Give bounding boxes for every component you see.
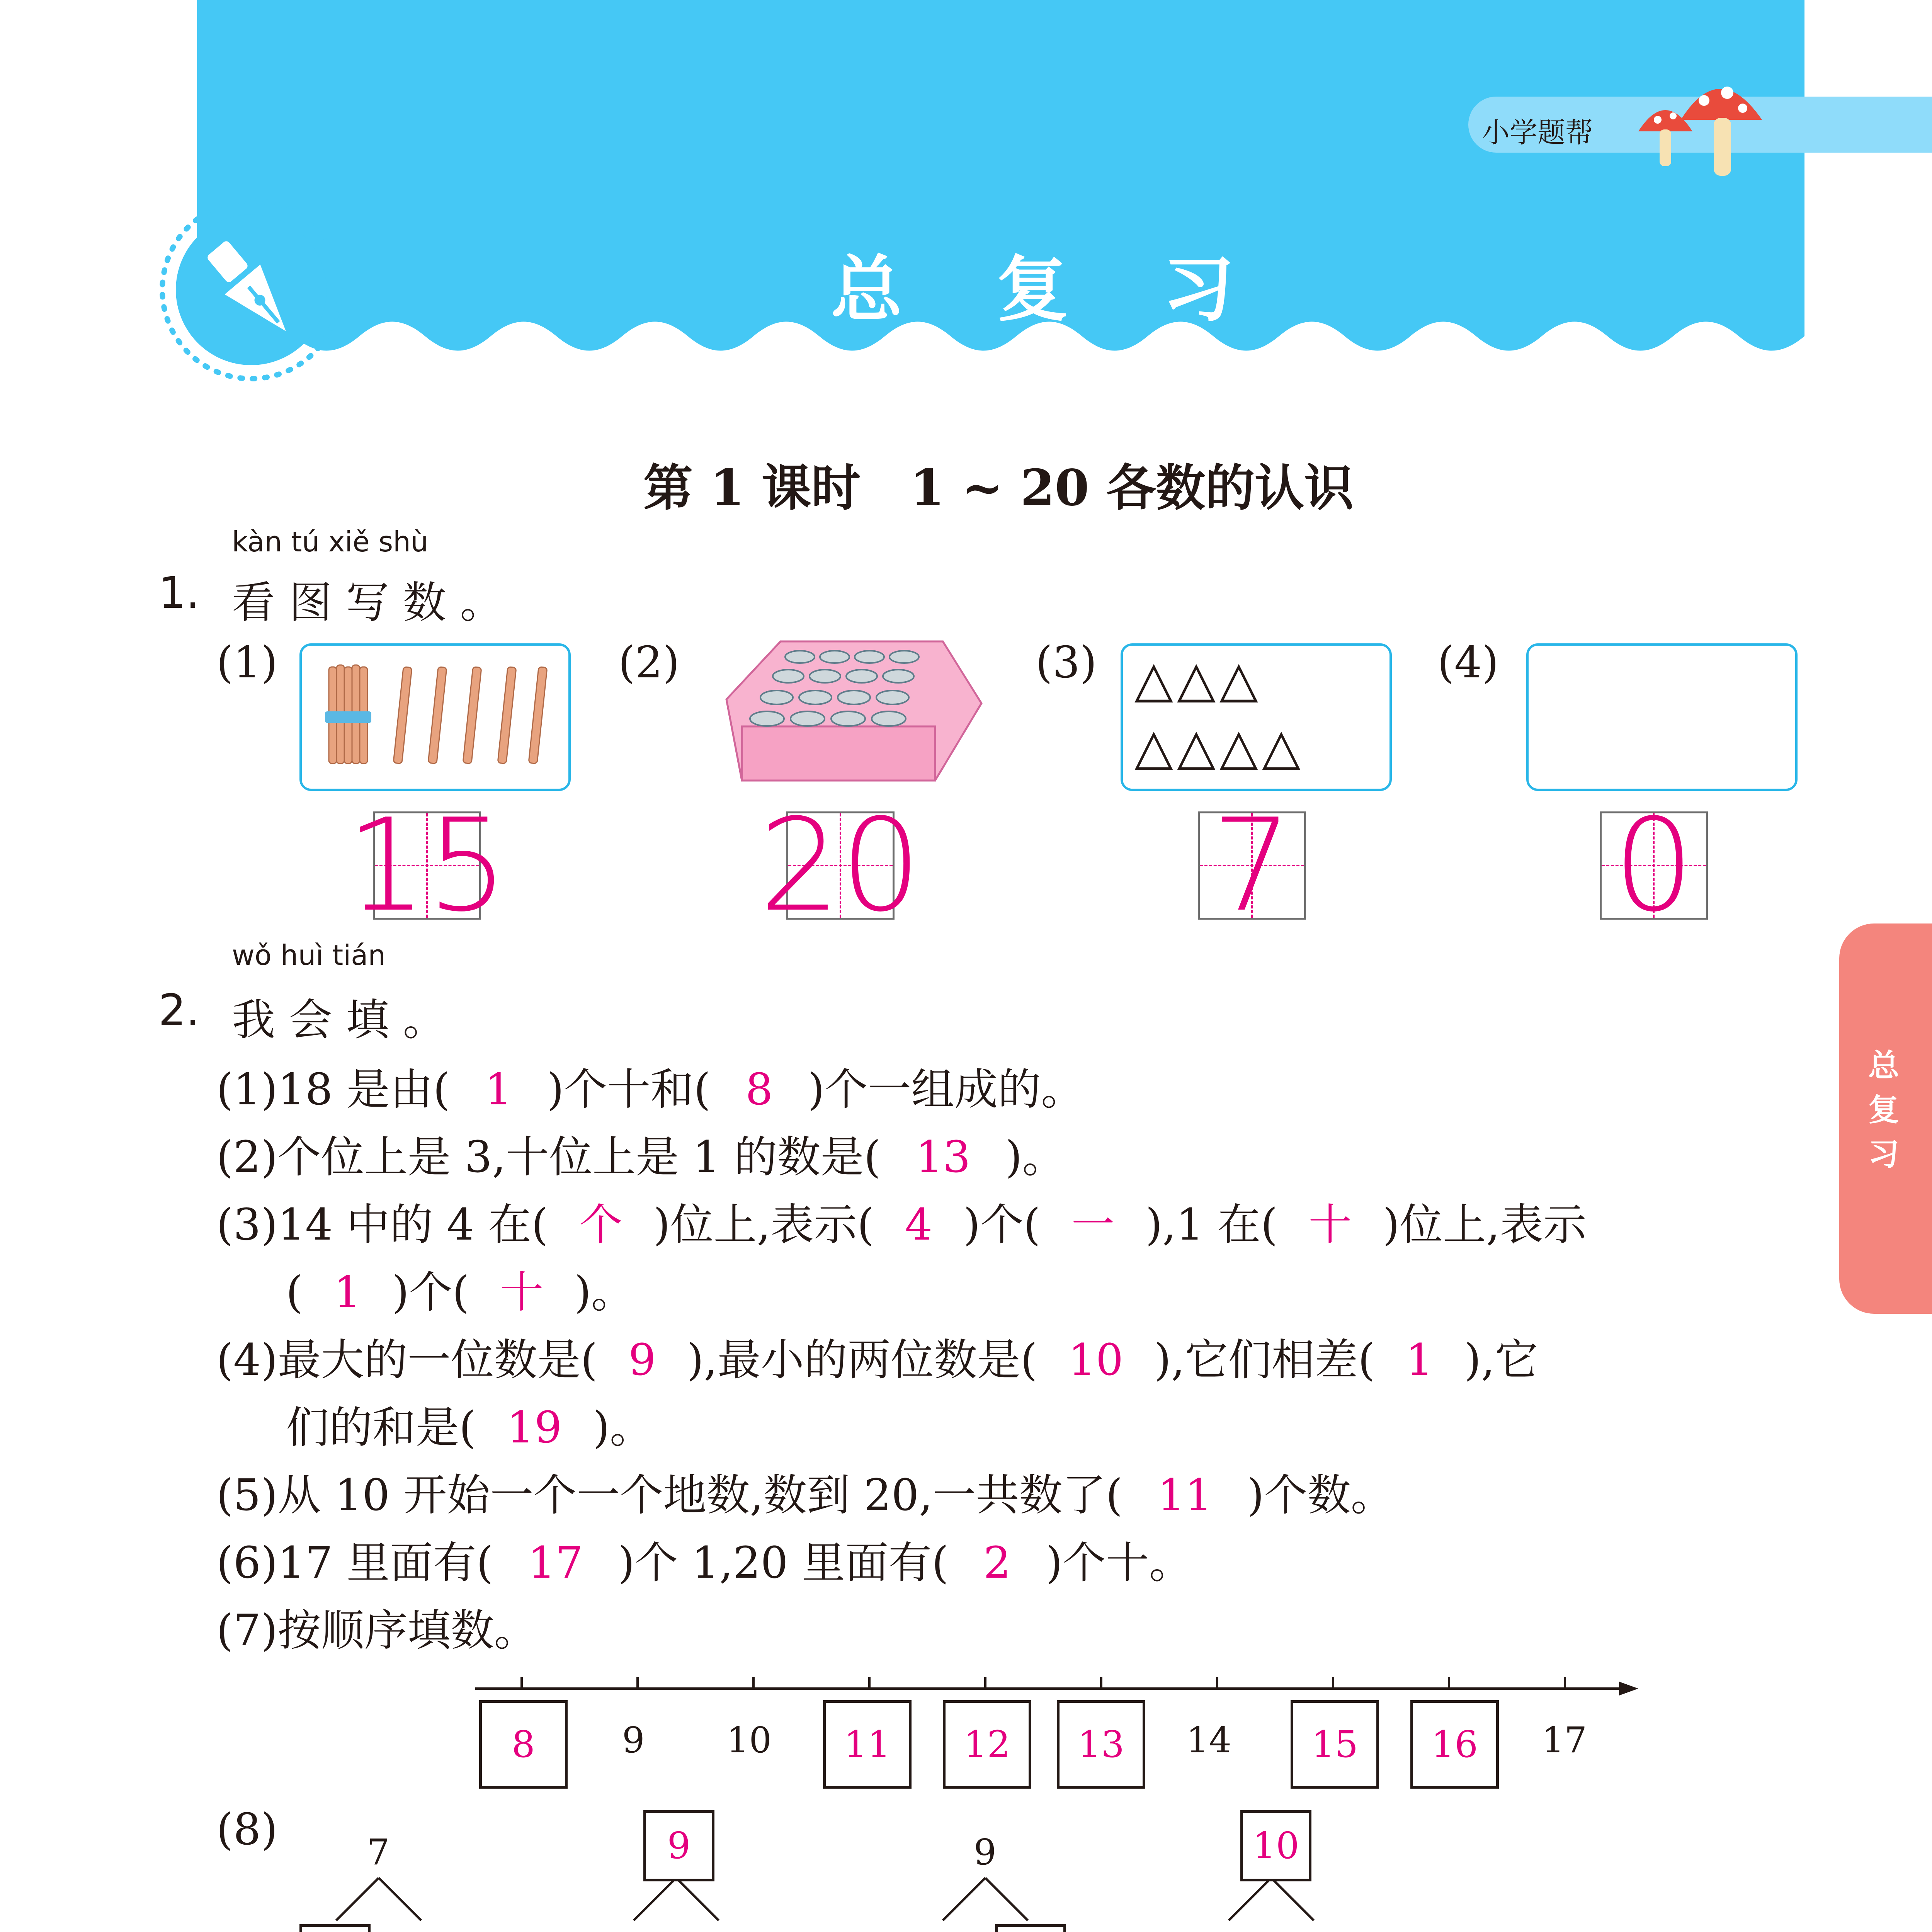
q2-s4-blank-3[interactable]: 1 — [1406, 1335, 1434, 1385]
triangles-picture — [1121, 643, 1392, 791]
numberline-box-13[interactable]: 13 — [1057, 1700, 1145, 1789]
answer-grid-2[interactable] — [759, 791, 922, 940]
q2-s3-blank-4[interactable]: 十 — [1308, 1200, 1352, 1250]
q2-s3-blank-2[interactable]: 4 — [905, 1200, 933, 1250]
numberline-box-11[interactable]: 11 — [823, 1700, 912, 1789]
q2-s3-line1: (3)14 中的 4 在( 个 )位上,表示( 4 )个( 一 ),1 在( 十 )位上,表示 — [216, 1200, 1587, 1250]
q2-pinyin: wǒ huì tián — [232, 939, 386, 971]
q1-label-2: (2) — [618, 638, 680, 688]
answer-grid-3[interactable] — [1198, 791, 1306, 940]
bond3-top: 9 — [974, 1832, 997, 1873]
q1-label-1: (1) — [216, 638, 278, 688]
answer-4: 0 — [1613, 791, 1694, 940]
q2-s3-blank-5[interactable]: 1 — [333, 1267, 361, 1318]
numberline-label-17: 17 — [1542, 1719, 1587, 1761]
q2-s4-line1: (4)最大的一位数是( 9 ),最小的两位数是( 10 ),它们相差( 1 ),它 — [216, 1335, 1538, 1385]
triangles-row-2: △△△△ — [1134, 717, 1304, 776]
q2-s1-blank-2[interactable]: 8 — [745, 1065, 773, 1115]
numberline-box-16[interactable]: 16 — [1410, 1700, 1499, 1789]
q2-s6: (6)17 里面有( 17 )个 1,20 里面有( 2 )个十。 — [216, 1538, 1192, 1588]
q2-s2-blank-1[interactable]: 13 — [915, 1132, 971, 1182]
answer-grid-1[interactable] — [346, 791, 508, 940]
q2-s5: (5)从 10 开始一个一个地数,数到 20,一共数了( 11 )个数。 — [216, 1470, 1394, 1520]
q1-pinyin: kàn tú xiě shù — [232, 526, 429, 558]
answer-3: 7 — [1211, 791, 1293, 940]
page-title: 总 复 习 — [831, 248, 1269, 331]
triangles-row-1: △△△ — [1134, 650, 1262, 708]
q2-s1-blank-1[interactable]: 1 — [485, 1065, 512, 1115]
q1-number: 1. — [158, 568, 200, 618]
empty-picture — [1526, 643, 1798, 791]
q2-number: 2. — [158, 985, 200, 1036]
q1-label-4: (4) — [1437, 638, 1499, 688]
numberline-label-14: 14 — [1186, 1719, 1232, 1761]
q2-s4-blank-4[interactable]: 19 — [507, 1403, 562, 1453]
pen-nib-icon — [155, 193, 348, 386]
sticks-picture — [299, 643, 571, 791]
q2-s3-line2: ( 1 )个( 十 )。 — [286, 1267, 635, 1318]
bond1-top: 7 — [367, 1832, 390, 1873]
q2-s3-blank-3[interactable]: 一 — [1071, 1200, 1115, 1250]
numberline-label-9: 9 — [622, 1719, 645, 1761]
brand-badge: 小学题帮 — [1482, 116, 1594, 149]
numberline-box-8[interactable]: 8 — [479, 1700, 568, 1789]
numberline-label-10: 10 — [726, 1719, 772, 1761]
q2-s8-label: (8) — [216, 1804, 278, 1855]
q2-s7: (7)按顺序填数。 — [216, 1605, 537, 1656]
q2-s4-line2: 们的和是( 19 )。 — [286, 1403, 653, 1453]
q1-text: 看 图 写 数 。 — [232, 578, 503, 628]
numberline-box-12[interactable]: 12 — [943, 1700, 1031, 1789]
lesson-title: 第 1 课时 1 ~ 20 各数的认识 — [643, 459, 1354, 517]
q2-s2: (2)个位上是 3,十位上是 1 的数是( 13 )。 — [216, 1132, 1066, 1182]
q2-text: 我 会 填 。 — [232, 995, 446, 1045]
bond1-left-box[interactable] — [299, 1924, 371, 1932]
bond3-right-box[interactable] — [995, 1924, 1066, 1932]
answer-1: 15 — [346, 791, 508, 940]
q2-s3-blank-6[interactable]: 十 — [500, 1267, 544, 1318]
sticks-illustration — [302, 646, 568, 789]
q1-label-3: (3) — [1036, 638, 1097, 688]
cans-box-illustration — [696, 626, 989, 796]
answer-2: 20 — [759, 791, 922, 940]
mushroom-icon — [1631, 66, 1793, 182]
q2-s6-blank-2[interactable]: 2 — [983, 1538, 1011, 1588]
q2-s4-blank-1[interactable]: 9 — [628, 1335, 656, 1385]
q2-s5-blank-1[interactable]: 11 — [1157, 1470, 1213, 1520]
q2-s1: (1)18 是由( 1 )个十和( 8 )个一组成的。 — [216, 1065, 1085, 1115]
q2-s6-blank-1[interactable]: 17 — [528, 1538, 583, 1588]
side-tab-label: 总复习 — [1868, 1048, 1899, 1172]
q2-s4-blank-2[interactable]: 10 — [1068, 1335, 1124, 1385]
q2-s3-blank-1[interactable]: 个 — [579, 1200, 622, 1250]
answer-grid-4[interactable] — [1600, 791, 1708, 940]
bond4-top-box[interactable]: 10 — [1240, 1810, 1311, 1881]
bond2-top-box[interactable]: 9 — [643, 1810, 714, 1881]
numberline-box-15[interactable]: 15 — [1291, 1700, 1379, 1789]
